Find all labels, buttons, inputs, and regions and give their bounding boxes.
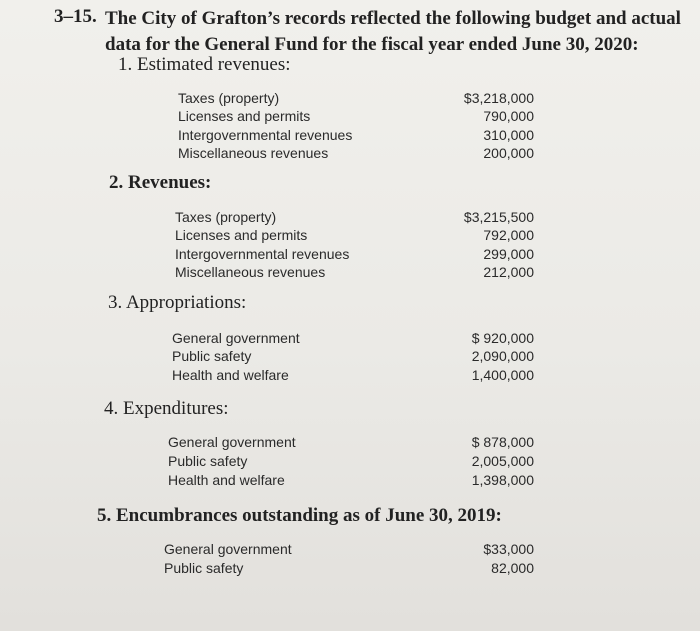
line-item-amount: $3,215,500 bbox=[463, 209, 534, 225]
line-item-amount: 212,000 bbox=[483, 264, 534, 280]
line-item-amount: 310,000 bbox=[483, 127, 534, 143]
line-item-amount: 82,000 bbox=[491, 560, 534, 576]
line-item-amount: 299,000 bbox=[483, 246, 534, 262]
line-item-amount: 200,000 bbox=[483, 145, 534, 161]
problem-statement: The City of Grafton’s records reflected the following budget and actual data for the General Fund for the fiscal year ended June 30, 2020: bbox=[105, 8, 681, 55]
section-heading-encumbrances: 5. Encumbrances outstanding as of June 30, 2019: bbox=[97, 505, 502, 526]
line-item bbox=[168, 434, 534, 453]
line-item-label: Taxes (property) bbox=[178, 90, 280, 106]
line-item bbox=[178, 108, 534, 127]
problem-number: 3–15. bbox=[54, 6, 97, 27]
line-item bbox=[172, 348, 534, 367]
line-item-label: Public safety bbox=[164, 560, 244, 576]
line-item-amount: 1,398,000 bbox=[471, 472, 534, 488]
line-item-amount: $33,000 bbox=[483, 541, 534, 557]
line-item-label: General government bbox=[164, 541, 292, 557]
line-item-amount: $ 920,000 bbox=[471, 330, 534, 346]
line-item-label: Licenses and permits bbox=[178, 108, 311, 124]
line-item bbox=[178, 127, 534, 146]
line-item bbox=[164, 541, 534, 560]
line-item-label: Public safety bbox=[168, 453, 248, 469]
line-item-label: General government bbox=[168, 434, 296, 450]
line-item bbox=[178, 90, 534, 109]
line-item-amount: $3,218,000 bbox=[463, 90, 534, 106]
line-item bbox=[172, 330, 534, 349]
line-item bbox=[178, 145, 534, 164]
line-item bbox=[175, 246, 534, 265]
line-item-amount: 2,005,000 bbox=[471, 453, 534, 469]
line-item-label: Health and welfare bbox=[172, 367, 289, 383]
section-heading-estimated-revenues: 1. Estimated revenues: bbox=[118, 54, 291, 75]
line-item-amount: 1,400,000 bbox=[471, 367, 534, 383]
line-item-amount: $ 878,000 bbox=[471, 434, 534, 450]
line-item bbox=[168, 472, 534, 491]
line-item-amount: 2,090,000 bbox=[471, 348, 534, 364]
section-heading-appropriations: 3. Appropriations: bbox=[108, 292, 247, 313]
line-item-label: Miscellaneous revenues bbox=[178, 145, 329, 161]
line-item bbox=[175, 227, 534, 246]
line-item-label: Licenses and permits bbox=[175, 227, 308, 243]
line-item bbox=[172, 367, 534, 386]
line-item bbox=[168, 453, 534, 472]
line-item-label: Health and welfare bbox=[168, 472, 285, 488]
line-item-label: Taxes (property) bbox=[175, 209, 277, 225]
line-item-label: General government bbox=[172, 330, 300, 346]
line-item bbox=[175, 264, 534, 283]
line-item-amount: 792,000 bbox=[483, 227, 534, 243]
line-item bbox=[164, 560, 534, 579]
line-item-amount: 790,000 bbox=[483, 108, 534, 124]
line-item-label: Public safety bbox=[172, 348, 252, 364]
line-item bbox=[175, 209, 534, 228]
line-item-label: Miscellaneous revenues bbox=[175, 264, 326, 280]
line-item-label: Intergovernmental revenues bbox=[175, 246, 350, 262]
section-heading-expenditures: 4. Expenditures: bbox=[104, 398, 229, 419]
line-item-label: Intergovernmental revenues bbox=[178, 127, 353, 143]
section-heading-revenues: 2. Revenues: bbox=[109, 172, 212, 193]
